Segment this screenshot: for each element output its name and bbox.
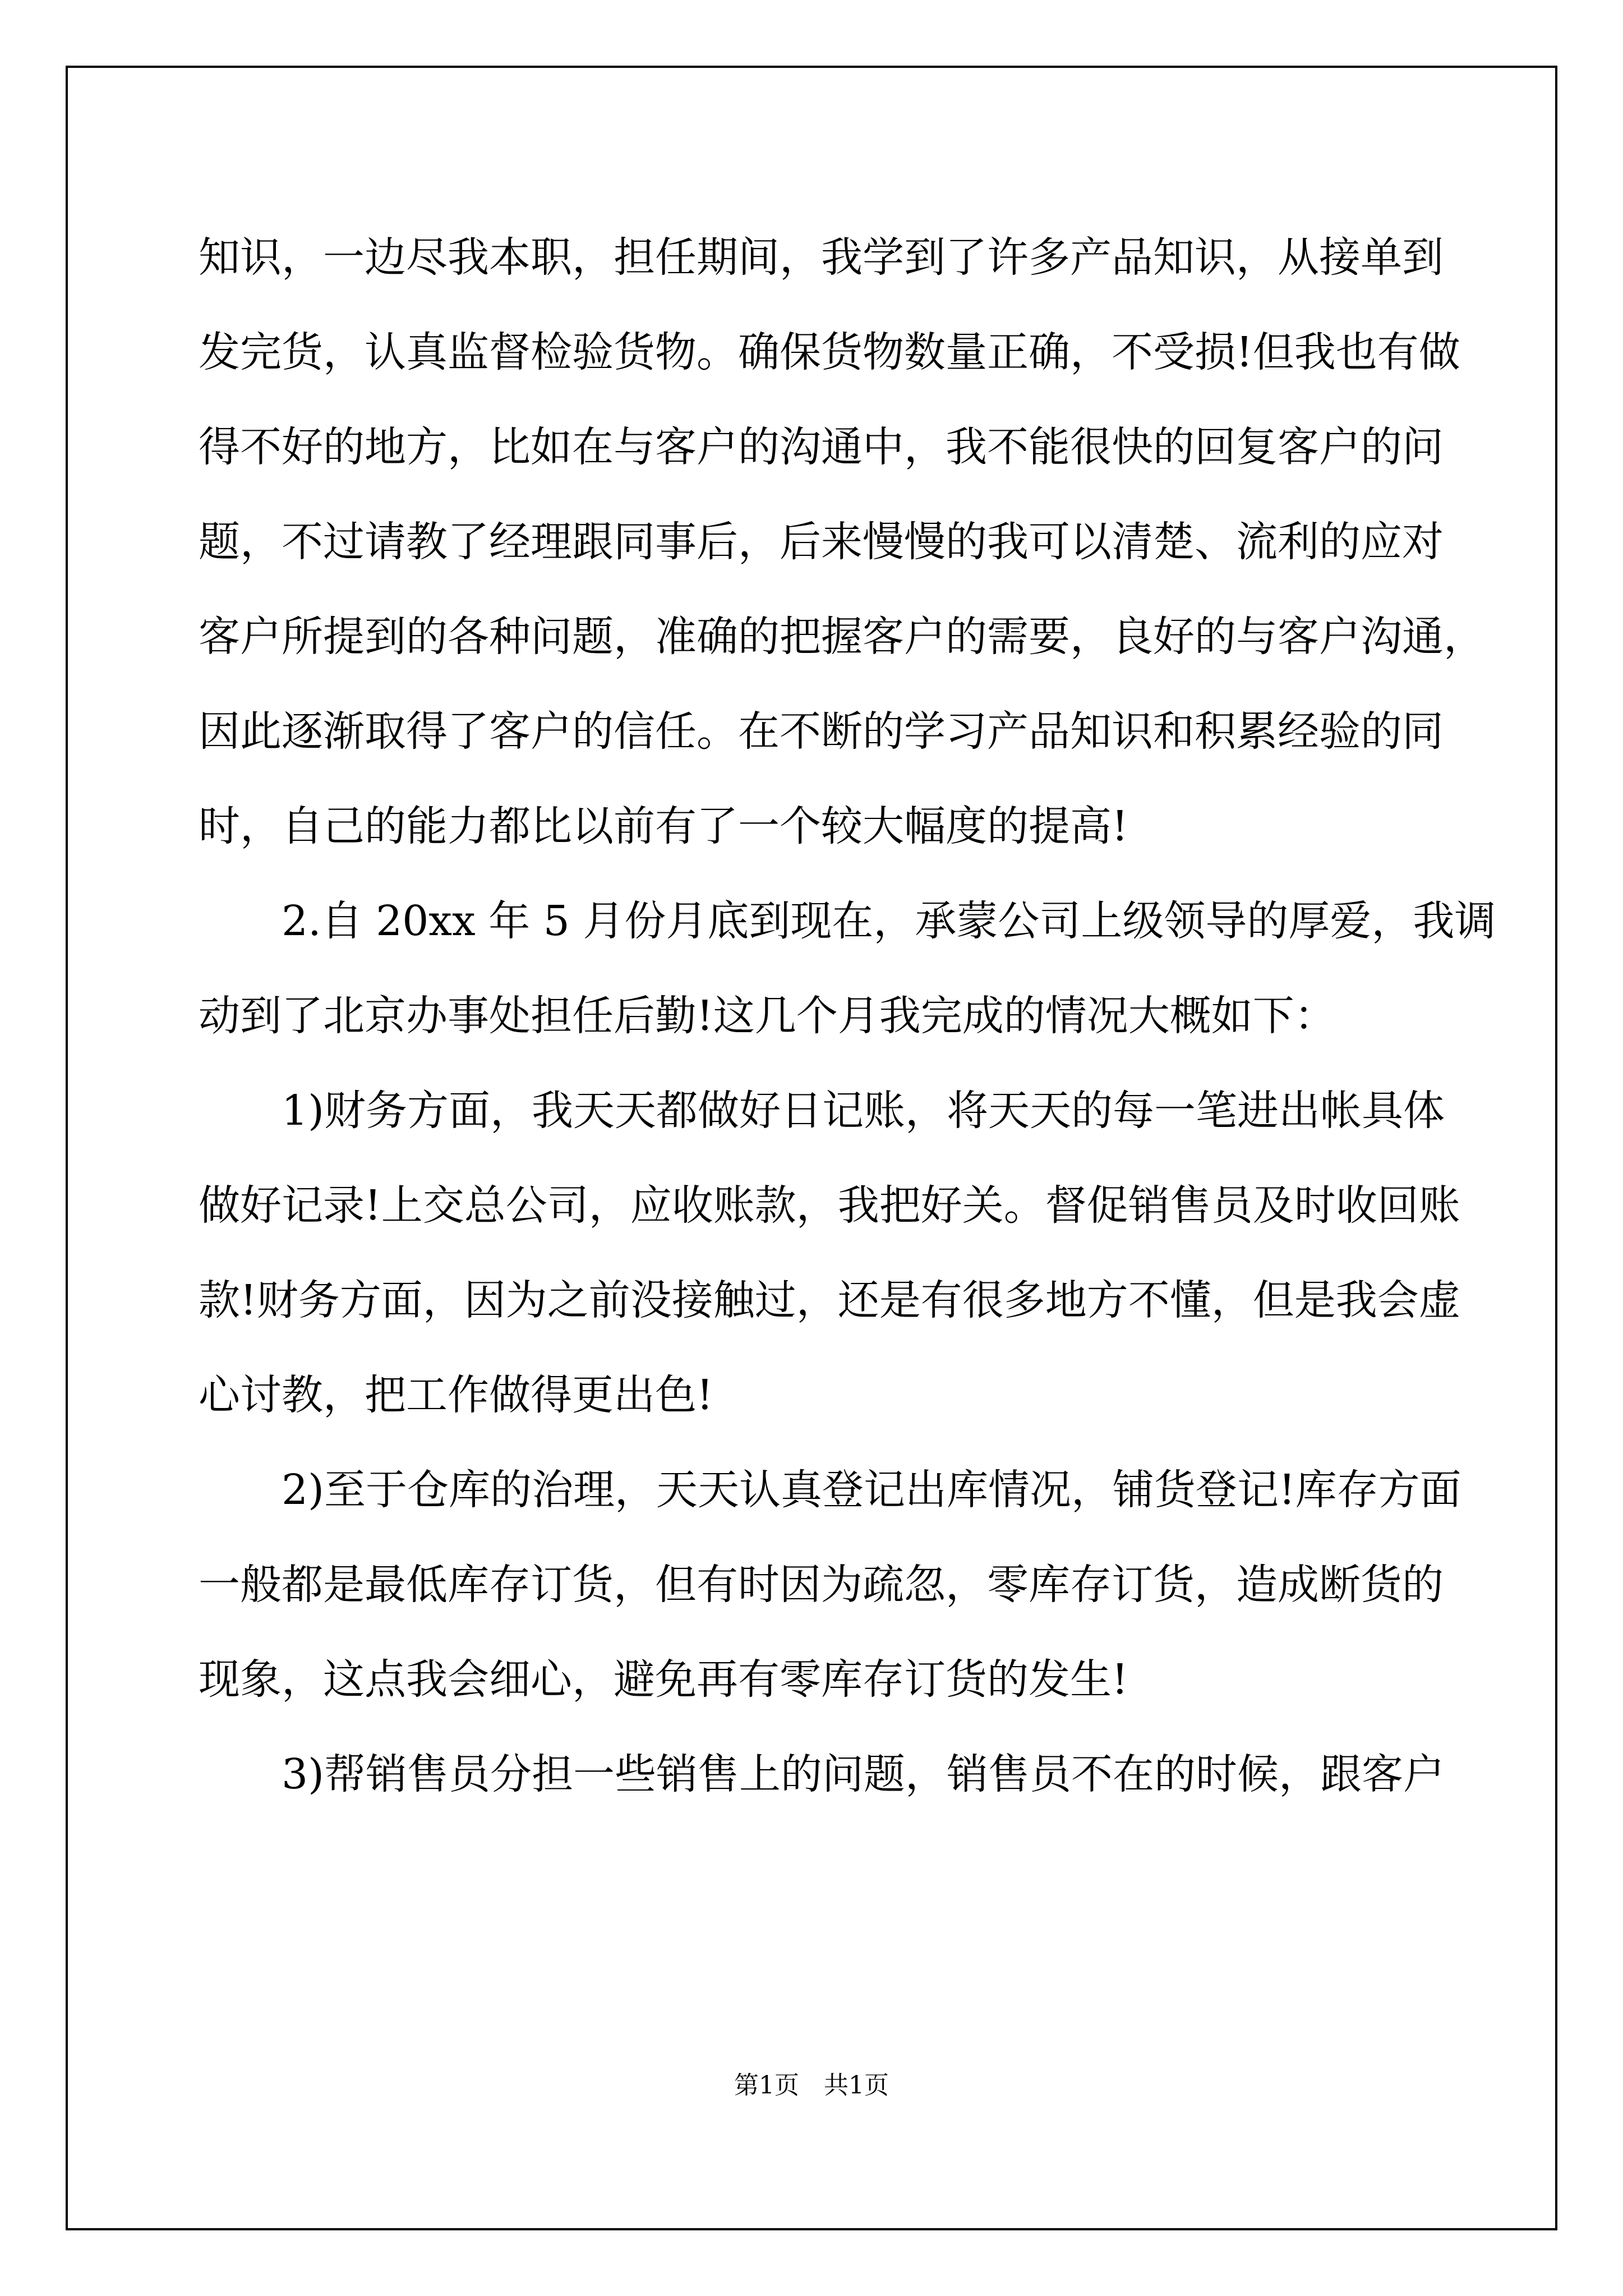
body-line-15: 一般都是最低库存订货，但有时因为疏忽，零库存订货，造成断货的 bbox=[199, 1561, 1444, 1609]
body-line-12: 款!财务方面，因为之前没接触过，还是有很多地方不懂，但是我会虚 bbox=[199, 1276, 1460, 1324]
body-line-8: 2.自 20xx 年 5 月份月底到现在，承蒙公司上级领导的厚爱，我调 bbox=[282, 897, 1496, 945]
body-line-6: 因此逐渐取得了客户的信任。在不断的学习产品知识和积累经验的同 bbox=[199, 707, 1444, 756]
body-line-9: 动到了北京办事处担任后勤!这几个月我完成的情况大概如下： bbox=[199, 992, 1336, 1040]
document-body bbox=[199, 210, 1496, 1822]
body-line-11: 做好记录!上交总公司，应收账款，我把好关。督促销售员及时收回账 bbox=[199, 1181, 1460, 1230]
body-line-3: 得不好的地方，比如在与客户的沟通中，我不能很快的回复客户的问 bbox=[199, 423, 1444, 471]
page-footer bbox=[0, 2069, 1623, 2102]
body-line-13: 心讨教，把工作做得更出色! bbox=[199, 1371, 713, 1419]
body-line-17: 3)帮销售员分担一些销售上的问题，销售员不在的时候，跟客户 bbox=[282, 1750, 1445, 1798]
body-line-5: 客户所提到的各种问题，准确的把握客户的需要，良好的与客户沟通， bbox=[199, 613, 1485, 661]
page-number-label: 第1页 共1页 bbox=[734, 2071, 889, 2100]
body-line-4: 题，不过请教了经理跟同事后，后来慢慢的我可以清楚、流利的应对 bbox=[199, 518, 1444, 566]
body-line-7: 时，自己的能力都比以前有了一个较大幅度的提高! bbox=[199, 802, 1128, 850]
body-line-14: 2)至于仓库的治理，天天认真登记出库情况，铺货登记!库存方面 bbox=[282, 1466, 1461, 1514]
body-line-1: 知识，一边尽我本职，担任期间，我学到了许多产品知识，从接单到 bbox=[199, 233, 1444, 282]
body-line-2: 发完货，认真监督检验货物。确保货物数量正确，不受损!但我也有做 bbox=[199, 328, 1460, 376]
body-line-10: 1)财务方面，我天天都做好日记账，将天天的每一笔进出帐具体 bbox=[282, 1087, 1445, 1135]
body-line-16: 现象，这点我会细心，避免再有零库存订货的发生! bbox=[199, 1655, 1128, 1704]
